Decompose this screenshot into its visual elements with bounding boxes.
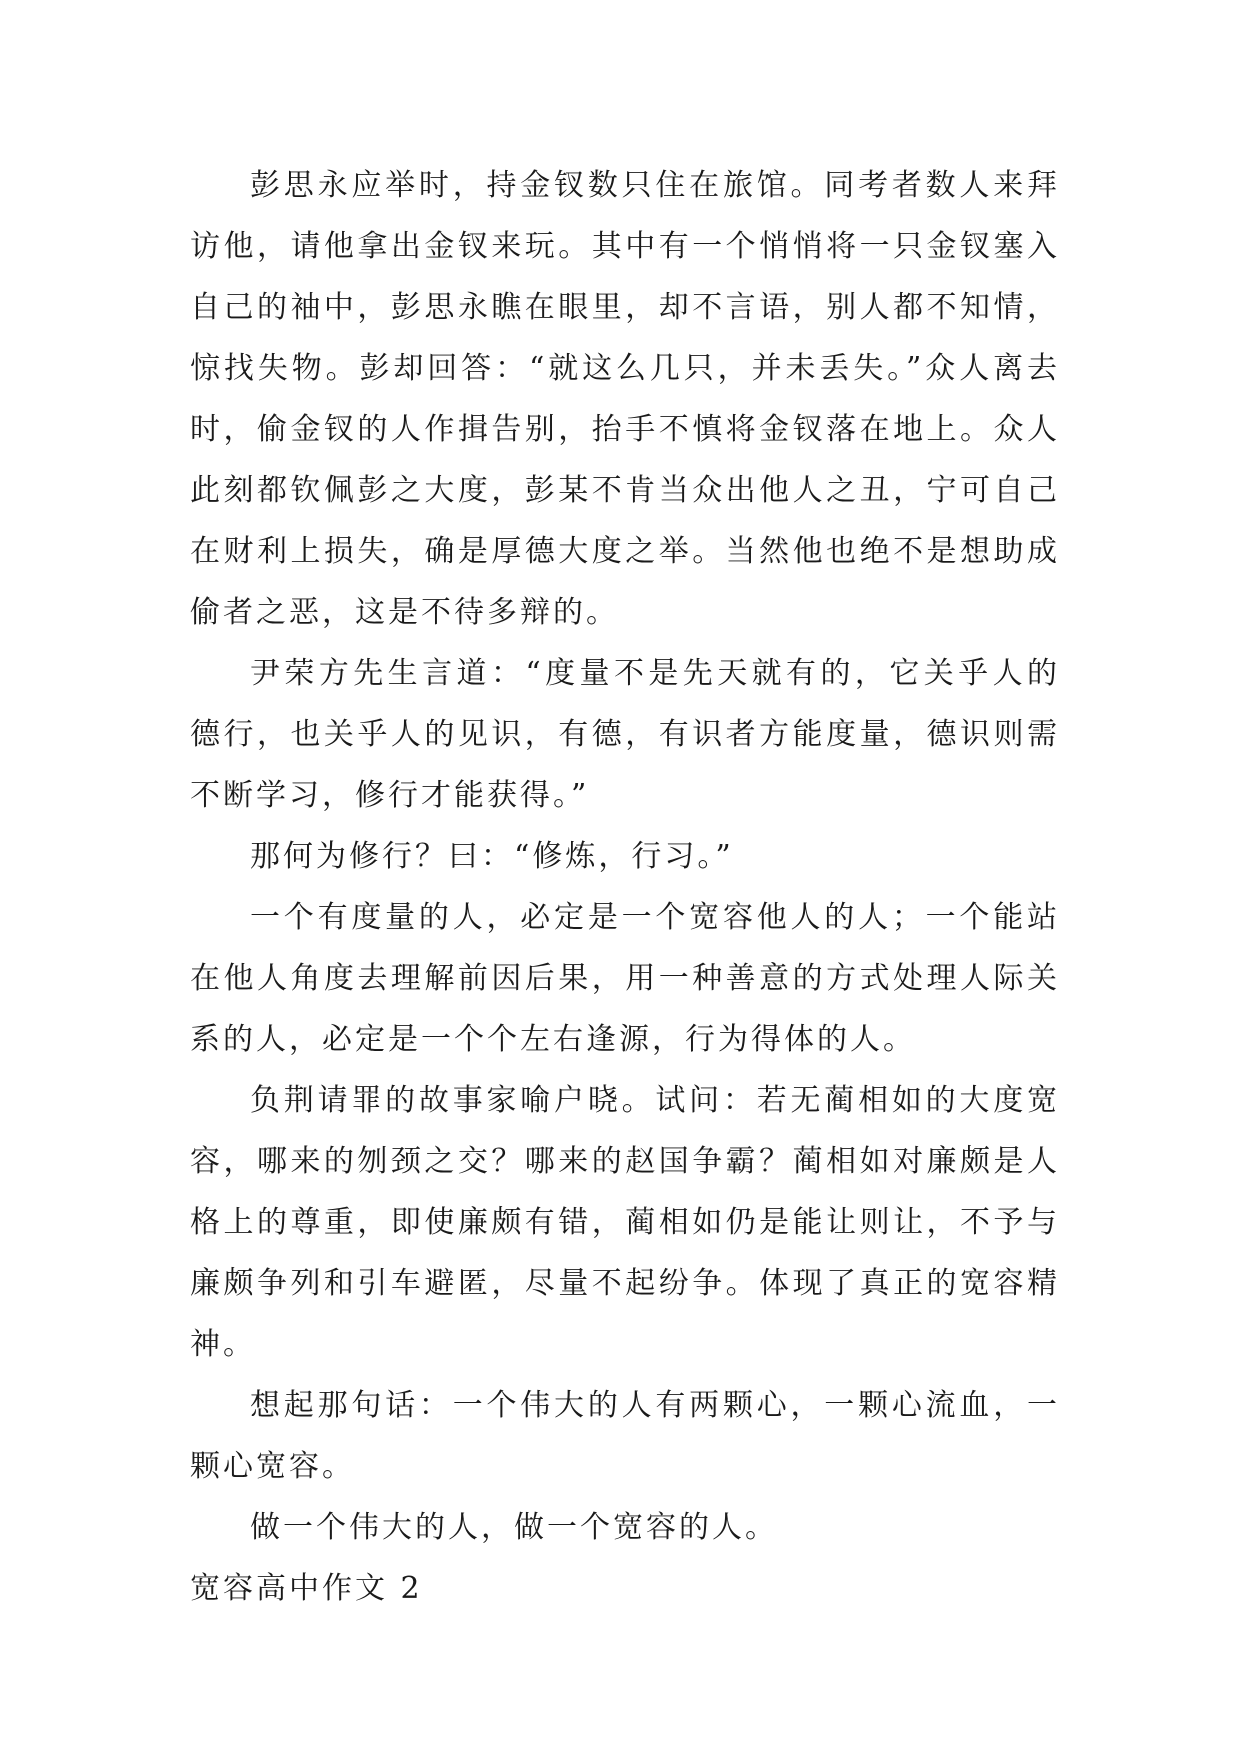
- paragraph-two-hearts-saying: 想起那句话：一个伟大的人有两颗心，一颗心流血，一颗心宽容。: [190, 1388, 1060, 1484]
- paragraph-lin-xiangru-story: 负荆请罪的故事家喻户晓。试问：若无蔺相如的大度宽容，哪来的刎颈之交？哪来的赵国争霸？蔺相如对廉颇是人格上的尊重，即使廉颇有错，蔺相如仍是能让则让，不予与廉颇争列和引车避匿，尽量不起纷争。体现了真正的宽容精神。: [190, 1083, 1060, 1362]
- paragraph-cultivation-question: 那何为修行？曰：“修炼，行习。”: [250, 839, 734, 874]
- section-heading: 宽容高中作文 2: [190, 1571, 423, 1606]
- paragraph-magnanimous-person: 一个有度量的人，必定是一个宽容他人的人；一个能站在他人角度去理解前因后果，用一种善意的方式处理人际关系的人，必定是一个个左右逢源，行为得体的人。: [190, 900, 1060, 1057]
- paragraph-peng-siyong-story: 彭思永应举时，持金钗数只住在旅馆。同考者数人来拜访他，请他拿出金钗来玩。其中有一个悄悄将一只金钗塞入自己的袖中，彭思永瞧在眼里，却不言语，别人都不知情，惊找失物。彭却回答：“就这么几只，并未丢失。”众人离去时，偷金钗的人作揖告别，抬手不慎将金钗落在地上。众人此刻都钦佩彭之大度，彭某不肯当众出他人之丑，宁可自己在财利上损失，确是厚德大度之举。当然他也绝不是想助成偷者之恶，这是不待多辩的。: [190, 168, 1060, 630]
- paragraph-conclusion: 做一个伟大的人，做一个宽容的人。: [250, 1510, 778, 1545]
- document-body: [190, 155, 1060, 1619]
- paragraph-yin-rongfang-quote: 尹荣方先生言道：“度量不是先天就有的，它关乎人的德行，也关乎人的见识，有德，有识者方能度量，德识则需不断学习，修行才能获得。”: [190, 656, 1060, 813]
